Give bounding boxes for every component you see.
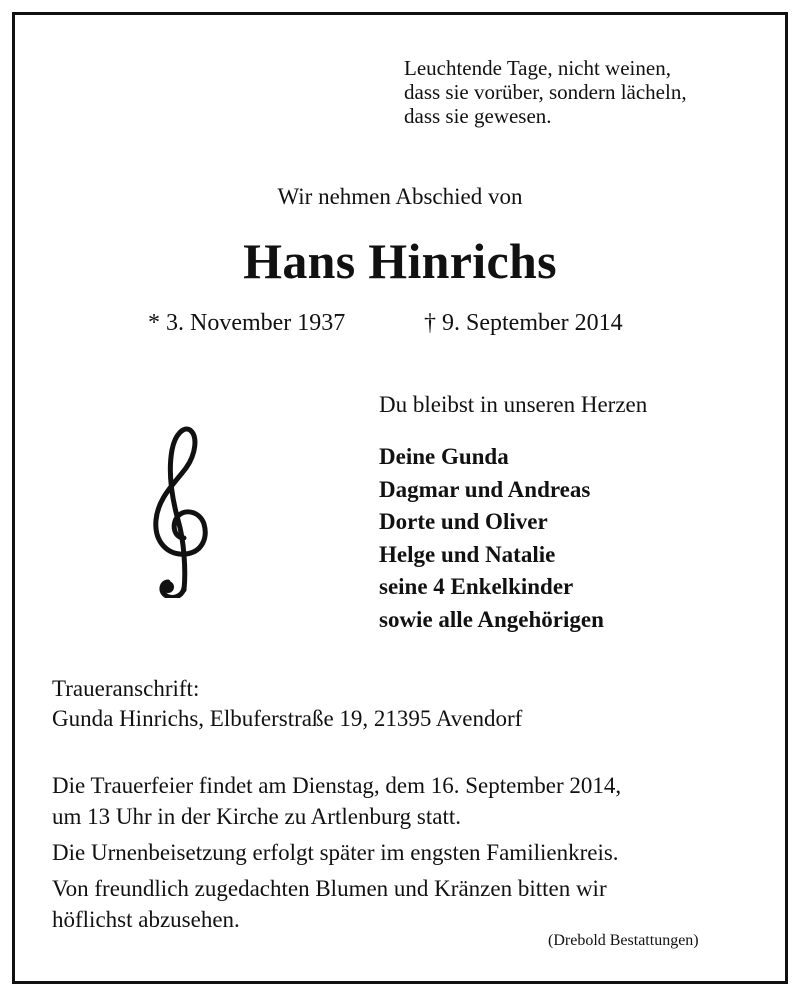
- signer: Helge und Natalie: [379, 541, 556, 567]
- signers-list: [379, 441, 604, 637]
- poem-line: dass sie vorüber, sondern lächeln,: [404, 80, 687, 104]
- flowers-paragraph: [52, 873, 621, 935]
- death-date: 9. September 2014: [442, 310, 623, 336]
- birth-date: * 3. November 1937: [148, 310, 346, 336]
- signer: seine 4 Enkelkinder: [379, 574, 574, 600]
- flowers-line: Von freundlich zugedachten Blumen und Kränzen bitten wir: [52, 876, 607, 901]
- poem: [404, 56, 687, 128]
- farewell-text: Du bleibst in unseren Herzen: [379, 392, 648, 417]
- address-label: Traueranschrift:: [52, 676, 200, 701]
- undertaker-credit: (Drebold Bestattungen): [548, 932, 699, 949]
- poem-line: Leuchtende Tage, nicht weinen,: [404, 56, 671, 80]
- signer: Dorte und Oliver: [379, 509, 548, 535]
- intro-text: Wir nehmen Abschied von: [277, 184, 523, 209]
- ceremony-paragraph: [52, 770, 621, 832]
- address-line: Gunda Hinrichs, Elbuferstraße 19, 21395 Avendorf: [52, 706, 523, 731]
- signer: Deine Gunda: [379, 444, 509, 469]
- deceased-name: Hans Hinrichs: [243, 233, 557, 289]
- dagger-icon: †: [424, 310, 436, 336]
- flowers-line: höflichst abzusehen.: [52, 907, 240, 932]
- signer: Dagmar und Andreas: [379, 476, 591, 502]
- burial-paragraph: Die Urnenbeisetzung erfolgt später im engsten Familienkreis.: [52, 840, 619, 865]
- death-date-line: [424, 310, 623, 337]
- mourning-address: [52, 674, 522, 734]
- service-info: [52, 770, 621, 940]
- ceremony-line: um 13 Uhr in der Kirche zu Artlenburg statt.: [52, 804, 462, 829]
- treble-clef-icon: [140, 420, 220, 598]
- signer: sowie alle Angehörigen: [379, 606, 604, 632]
- poem-line: dass sie gewesen.: [404, 104, 552, 128]
- ceremony-line: Die Trauerfeier findet am Dienstag, dem 16. September 2014,: [52, 773, 622, 798]
